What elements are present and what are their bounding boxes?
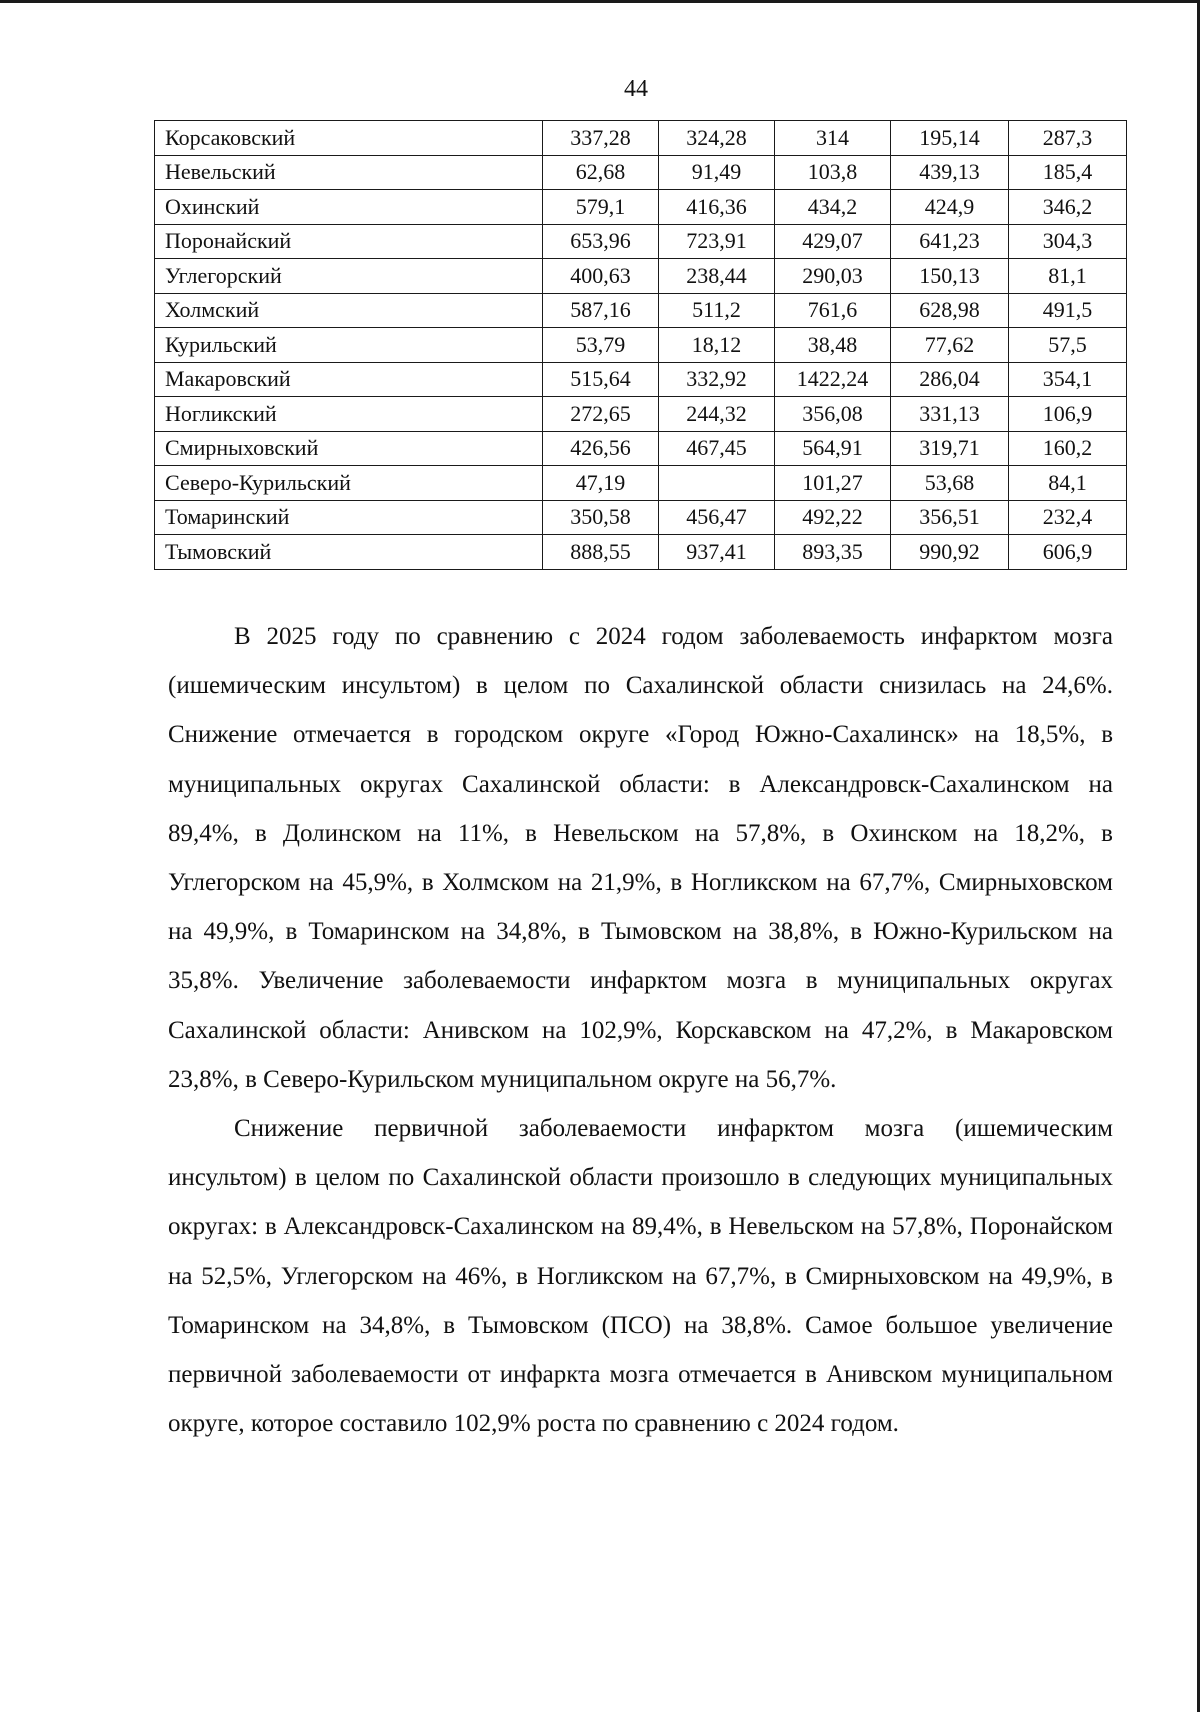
value-cell: 332,92 <box>659 362 775 397</box>
district-name-cell: Охинский <box>155 190 543 225</box>
value-cell: 653,96 <box>543 224 659 259</box>
value-cell: 91,49 <box>659 155 775 190</box>
value-cell: 18,12 <box>659 328 775 363</box>
value-cell: 606,9 <box>1009 535 1127 570</box>
district-name-cell: Холмский <box>155 293 543 328</box>
district-name-cell: Невельский <box>155 155 543 190</box>
value-cell: 515,64 <box>543 362 659 397</box>
value-cell: 990,92 <box>891 535 1009 570</box>
value-cell: 62,68 <box>543 155 659 190</box>
value-cell: 77,62 <box>891 328 1009 363</box>
table-row <box>155 121 1127 156</box>
value-cell: 286,04 <box>891 362 1009 397</box>
value-cell: 287,3 <box>1009 121 1127 156</box>
value-cell: 429,07 <box>775 224 891 259</box>
table-row <box>155 362 1127 397</box>
table-row <box>155 328 1127 363</box>
value-cell: 761,6 <box>775 293 891 328</box>
value-cell: 319,71 <box>891 431 1009 466</box>
value-cell: 304,3 <box>1009 224 1127 259</box>
value-cell: 346,2 <box>1009 190 1127 225</box>
value-cell: 491,5 <box>1009 293 1127 328</box>
value-cell: 426,56 <box>543 431 659 466</box>
value-cell: 723,91 <box>659 224 775 259</box>
district-name-cell: Поронайский <box>155 224 543 259</box>
district-name-cell: Смирныховский <box>155 431 543 466</box>
value-cell: 641,23 <box>891 224 1009 259</box>
value-cell: 290,03 <box>775 259 891 294</box>
table-row <box>155 466 1127 501</box>
table-row <box>155 535 1127 570</box>
value-cell: 185,4 <box>1009 155 1127 190</box>
value-cell: 416,36 <box>659 190 775 225</box>
value-cell: 195,14 <box>891 121 1009 156</box>
value-cell: 150,13 <box>891 259 1009 294</box>
table-row <box>155 431 1127 466</box>
value-cell: 888,55 <box>543 535 659 570</box>
value-cell: 400,63 <box>543 259 659 294</box>
value-cell: 324,28 <box>659 121 775 156</box>
value-cell: 314 <box>775 121 891 156</box>
value-cell: 587,16 <box>543 293 659 328</box>
district-name-cell: Тымовский <box>155 535 543 570</box>
table-row <box>155 224 1127 259</box>
value-cell: 232,4 <box>1009 500 1127 535</box>
value-cell: 350,58 <box>543 500 659 535</box>
value-cell: 564,91 <box>775 431 891 466</box>
body-text <box>168 612 1113 1448</box>
value-cell: 467,45 <box>659 431 775 466</box>
value-cell: 84,1 <box>1009 466 1127 501</box>
value-cell: 511,2 <box>659 293 775 328</box>
district-name-cell: Макаровский <box>155 362 543 397</box>
value-cell: 47,19 <box>543 466 659 501</box>
value-cell: 356,51 <box>891 500 1009 535</box>
value-cell: 937,41 <box>659 535 775 570</box>
value-cell: 579,1 <box>543 190 659 225</box>
district-name-cell: Курильский <box>155 328 543 363</box>
value-cell: 53,79 <box>543 328 659 363</box>
district-name-cell: Корсаковский <box>155 121 543 156</box>
district-name-cell: Томаринский <box>155 500 543 535</box>
value-cell: 57,5 <box>1009 328 1127 363</box>
value-cell: 424,9 <box>891 190 1009 225</box>
scan-top-border <box>0 0 1200 3</box>
table-row <box>155 259 1127 294</box>
district-name-cell: Северо-Курильский <box>155 466 543 501</box>
value-cell: 106,9 <box>1009 397 1127 432</box>
table-row <box>155 397 1127 432</box>
table-row <box>155 190 1127 225</box>
table-row <box>155 500 1127 535</box>
table-body <box>155 121 1127 570</box>
value-cell: 456,47 <box>659 500 775 535</box>
value-cell: 244,32 <box>659 397 775 432</box>
value-cell: 1422,24 <box>775 362 891 397</box>
morbidity-table <box>154 120 1127 570</box>
value-cell: 103,8 <box>775 155 891 190</box>
value-cell: 492,22 <box>775 500 891 535</box>
value-cell: 331,13 <box>891 397 1009 432</box>
paragraph-2: Снижение первичной заболеваемости инфарктом мозга (ишемическим инсультом) в целом по Сахалинской области произошло в следующих муниципальных округах: в Александровск-Сахалинском на 89,4%, в Невельском на 57,8%, Поронайском на 52,5%, Углегорском на 46%, в Ногликском на 67,7%, в Смирныховском на 49,9%, в Томаринском на 34,8%, в Тымовском (ПСО) на 38,8%. Самое большое увеличение первичной заболеваемости от инфаркта мозга отмечается в Анивском муниципальном округе, которое составило 102,9% роста по сравнению с 2024 годом. <box>168 1115 1113 1438</box>
value-cell: 434,2 <box>775 190 891 225</box>
value-cell: 439,13 <box>891 155 1009 190</box>
value-cell: 160,2 <box>1009 431 1127 466</box>
value-cell: 238,44 <box>659 259 775 294</box>
district-name-cell: Углегорский <box>155 259 543 294</box>
table-row <box>155 293 1127 328</box>
value-cell: 354,1 <box>1009 362 1127 397</box>
value-cell: 356,08 <box>775 397 891 432</box>
value-cell: 628,98 <box>891 293 1009 328</box>
district-name-cell: Ногликский <box>155 397 543 432</box>
value-cell: 38,48 <box>775 328 891 363</box>
value-cell: 101,27 <box>775 466 891 501</box>
page-number: 44 <box>624 76 648 102</box>
value-cell: 272,65 <box>543 397 659 432</box>
value-cell <box>659 466 775 501</box>
value-cell: 337,28 <box>543 121 659 156</box>
paragraph-1: В 2025 году по сравнению с 2024 годом заболеваемость инфарктом мозга (ишемическим инсультом) в целом по Сахалинской области снизилась на 24,6%. Снижение отмечается в городском округе «Город Южно-Сахалинск» на 18,5%, в муниципальных округах Сахалинской области: в Александровск-Сахалинском на 89,4%, в Долинском на 11%, в Невельском на 57,8%, в Охинском на 18,2%, в Углегорском на 45,9%, в Холмском на 21,9%, в Ногликском на 67,7%, Смирныховском на 49,9%, в Томаринском на 34,8%, в Тымовском на 38,8%, в Южно-Курильском на 35,8%. Увеличение заболеваемости инфарктом мозга в муниципальных округах Сахалинской области: Анивском на 102,9%, Корскавском на 47,2%, в Макаровском 23,8%, в Северо-Курильском муниципальном округе на 56,7%. <box>168 623 1113 1093</box>
value-cell: 893,35 <box>775 535 891 570</box>
table-row <box>155 155 1127 190</box>
value-cell: 53,68 <box>891 466 1009 501</box>
value-cell: 81,1 <box>1009 259 1127 294</box>
